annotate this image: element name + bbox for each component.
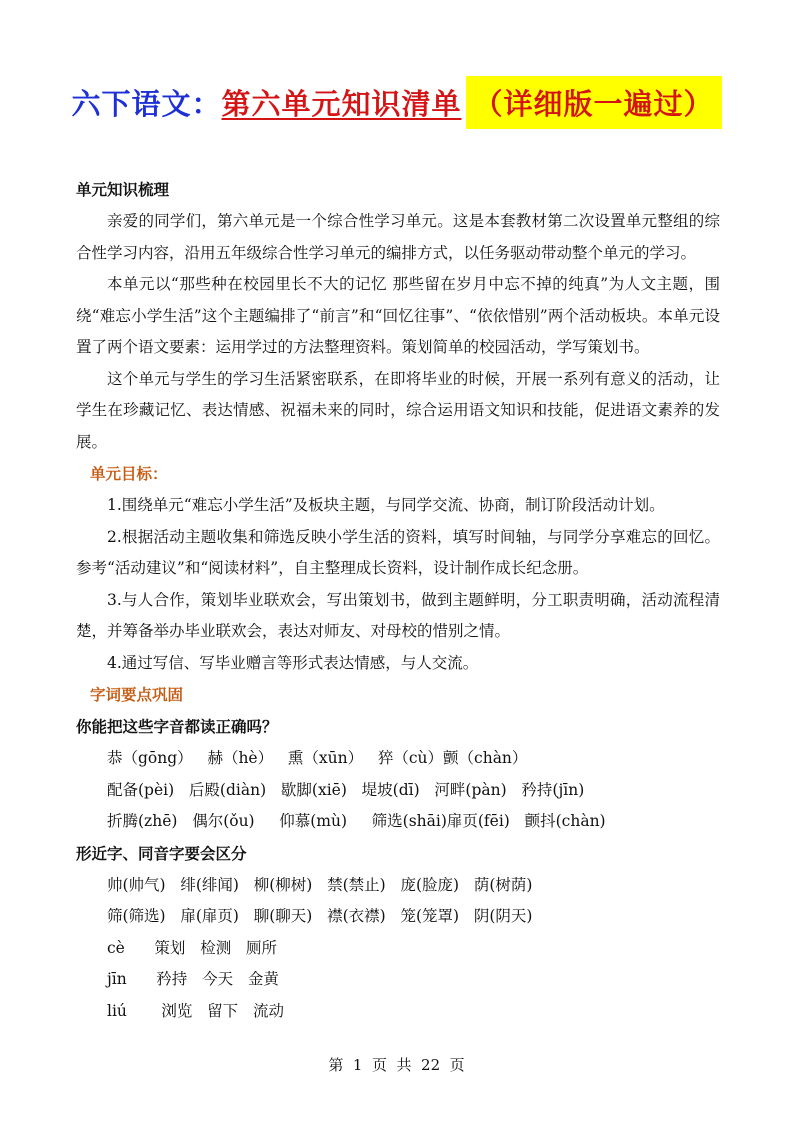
overview-paragraph-2: 本单元以“那些种在校园里长不大的记忆 那些留在岁月中忘不掉的纯真”为人文主题，围绕“难忘小学生活”这个主题编排了“前言”和“回忆往事”、“依依惜别”两个活动板块。本单元设置了两个语文要素：运用学过的方法整理资料。策划简单的校园活动，学写策划书。 [76,275,720,356]
word-row: cè 策划 检测 厕所 [107,938,277,957]
pinyin-row: 折腾(zhē) 偶尔(ǒu) 仰慕(mù) 筛选(shāi)扉页(fēi) 颤抖(chàn) [107,812,606,830]
overview-paragraph-1: 亲爱的同学们，第六单元是一个综合性学习单元。这是本套教材第二次设置单元整组的综合性学习内容，沿用五年级综合性学习单元的编排方式，以任务驱动带动整个单元的学习。 [76,212,720,262]
pinyin-row: 恭（gōng） 赫（hè） 熏（xūn） 猝（cù）颤（chàn） [107,749,528,767]
section-heading-overview: 单元知识梳理 [76,181,170,199]
pinyin-row: 配备(pèi) 后殿(diàn) 歇脚(xiē) 堤坡(dī) 河畔(pàn) 矜持(jīn) [107,780,585,799]
subheading-similar-chars: 形近字、同音字要会区分 [76,844,247,863]
title-highlight: （详细版一遍过） [466,76,722,129]
word-row: liú 浏览 留下 流动 [107,1001,284,1020]
title-unit: 第六单元知识清单 [221,87,462,121]
goal-item: 1.围绕单元“难忘小学生活”及板块主题，与同学交流、协商，制订阶段活动计划。 [107,496,665,514]
overview-paragraph-3: 这个单元与学生的学习生活紧密联系，在即将毕业的时候，开展一系列有意义的活动，让学生在珍藏记忆、表达情感、祝福未来的同时，综合运用语文知识和技能，促进语文素养的发展。 [76,369,720,451]
subheading-pronunciation: 你能把这些字音都读正确吗？ [76,718,278,736]
word-row: 筛(筛选) 扉(扉页) 聊(聊天) 襟(衣襟) 笼(笼罩) 阴(阴天) [107,907,533,925]
word-row: 帅(帅气) 绯(绯闻) 柳(柳树) 禁(禁止) 庞(脸庞) 荫(树荫) [107,875,533,894]
section-heading-vocab: 字词要点巩固 [90,686,184,704]
goal-item: 3.与人合作，策划毕业联欢会，写出策划书，做到主题鲜明，分工职责明确，活动流程清楚，并筹备举办毕业联欢会，表达对师友、对母校的惜别之情。 [76,590,720,640]
page-footer: 第 1 页 共 22 页 [328,1056,465,1074]
goal-item: 2.根据活动主题收集和筛选反映小学生活的资料，填写时间轴，与同学分享难忘的回忆。参考“活动建议”和“阅读材料”，自主整理成长资料，设计制作成长纪念册。 [76,527,720,577]
section-heading-goals: 单元目标： [90,465,168,483]
document-body [76,174,720,1027]
title-row [0,76,793,129]
page-title [71,76,721,129]
title-grade: 六下语文： [71,87,222,121]
word-row: jīn 矜持 今天 金黄 [107,970,279,988]
goal-item: 4.通过写信、写毕业赠言等形式表达情感，与人交流。 [107,653,479,672]
